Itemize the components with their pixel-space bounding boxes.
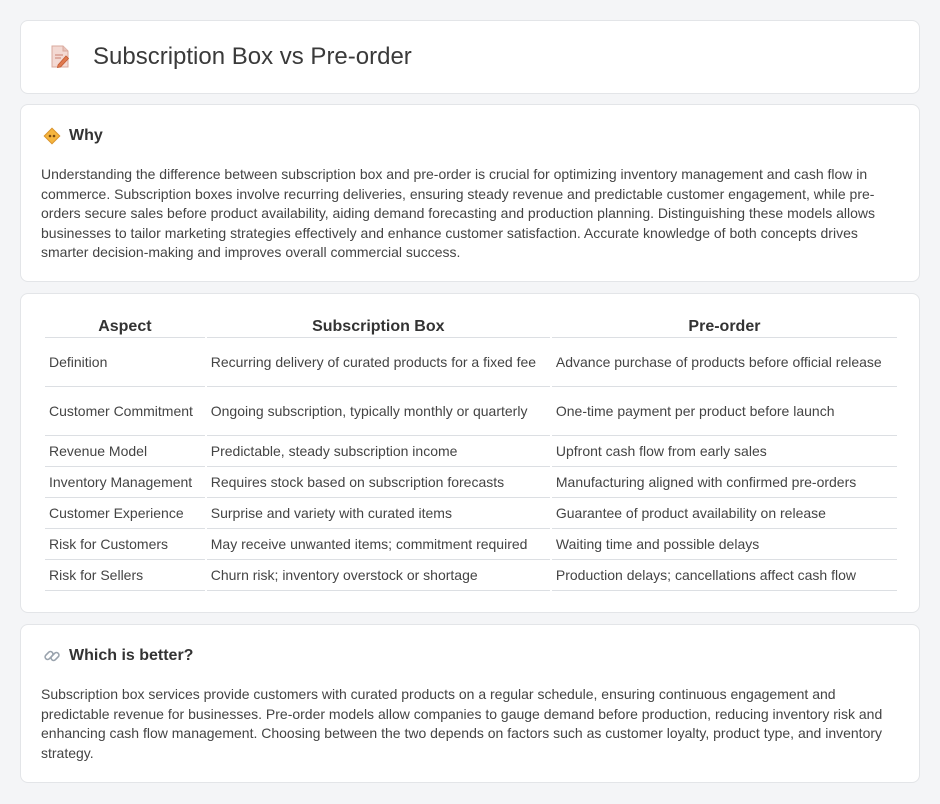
comparison-table	[43, 316, 899, 591]
table-cell: May receive unwanted items; commitment required	[207, 529, 550, 560]
table-cell: Recurring delivery of curated products for a fixed fee	[207, 338, 550, 387]
table-cell: Ongoing subscription, typically monthly or quarterly	[207, 387, 550, 436]
title-row	[49, 43, 412, 71]
why-section	[20, 104, 920, 282]
why-heading: Why	[69, 127, 103, 144]
table-cell: Waiting time and possible delays	[552, 529, 897, 560]
column-header: Pre-order	[552, 316, 897, 338]
table-cell: Customer Commitment	[45, 387, 205, 436]
table-cell: Risk for Sellers	[45, 560, 205, 591]
table-row	[45, 498, 897, 529]
table-row	[45, 387, 897, 436]
document-edit-icon	[49, 44, 71, 70]
table-cell: Production delays; cancellations affect cash flow	[552, 560, 897, 591]
table-cell: Upfront cash flow from early sales	[552, 436, 897, 467]
which-is-better-section	[20, 624, 920, 783]
comparison-section	[20, 293, 920, 613]
table-row	[45, 436, 897, 467]
why-paragraph: Understanding the difference between subscription box and pre-order is crucial for optimizing inventory management and cash flow in commerce. Subscription boxes involve recurring deliveries, ensuring steady revenue and predictable customer engagement, while pre-orders secure sales before product availability, aiding demand forecasting and production planning. Distinguishing these models allows businesses to tailor marketing strategies effectively and enhance customer satisfaction. Accurate knowledge of both concepts drives smarter decision-making and improves overall commercial success.	[41, 166, 876, 260]
table-cell: Requires stock based on subscription forecasts	[207, 467, 550, 498]
page-title: Subscription Box vs Pre-order	[93, 43, 412, 70]
link-icon	[43, 647, 61, 665]
table-cell: Definition	[45, 338, 205, 387]
better-heading-row	[43, 647, 193, 665]
table-cell: Churn risk; inventory overstock or shortage	[207, 560, 550, 591]
column-header: Aspect	[45, 316, 205, 338]
diamond-warning-icon	[43, 127, 61, 145]
header-card	[20, 20, 920, 94]
table-cell: Advance purchase of products before official release	[552, 338, 897, 387]
better-heading: Which is better?	[69, 647, 194, 664]
table-cell: Guarantee of product availability on release	[552, 498, 897, 529]
table-cell: Revenue Model	[45, 436, 205, 467]
table-cell: Surprise and variety with curated items	[207, 498, 550, 529]
table-row	[45, 560, 897, 591]
table-cell: Risk for Customers	[45, 529, 205, 560]
why-heading-row	[43, 127, 103, 145]
column-header: Subscription Box	[207, 316, 550, 338]
better-paragraph: Subscription box services provide customers with curated products on a regular schedule, ensuring continuous engagement and predictable revenue for businesses. Pre-order models allow companies to gauge demand before production, reducing inventory risk and enhancing cash flow management. Choosing between the two depends on factors such as customer loyalty, product type, and inventory strategy.	[41, 686, 883, 761]
table-row	[45, 529, 897, 560]
table-cell: Manufacturing aligned with confirmed pre-orders	[552, 467, 897, 498]
table-cell: Predictable, steady subscription income	[207, 436, 550, 467]
table-row	[45, 338, 897, 387]
table-cell: Inventory Management	[45, 467, 205, 498]
table-header-row	[45, 316, 897, 338]
table-row	[45, 467, 897, 498]
table-cell: One-time payment per product before launch	[552, 387, 897, 436]
table-cell: Customer Experience	[45, 498, 205, 529]
